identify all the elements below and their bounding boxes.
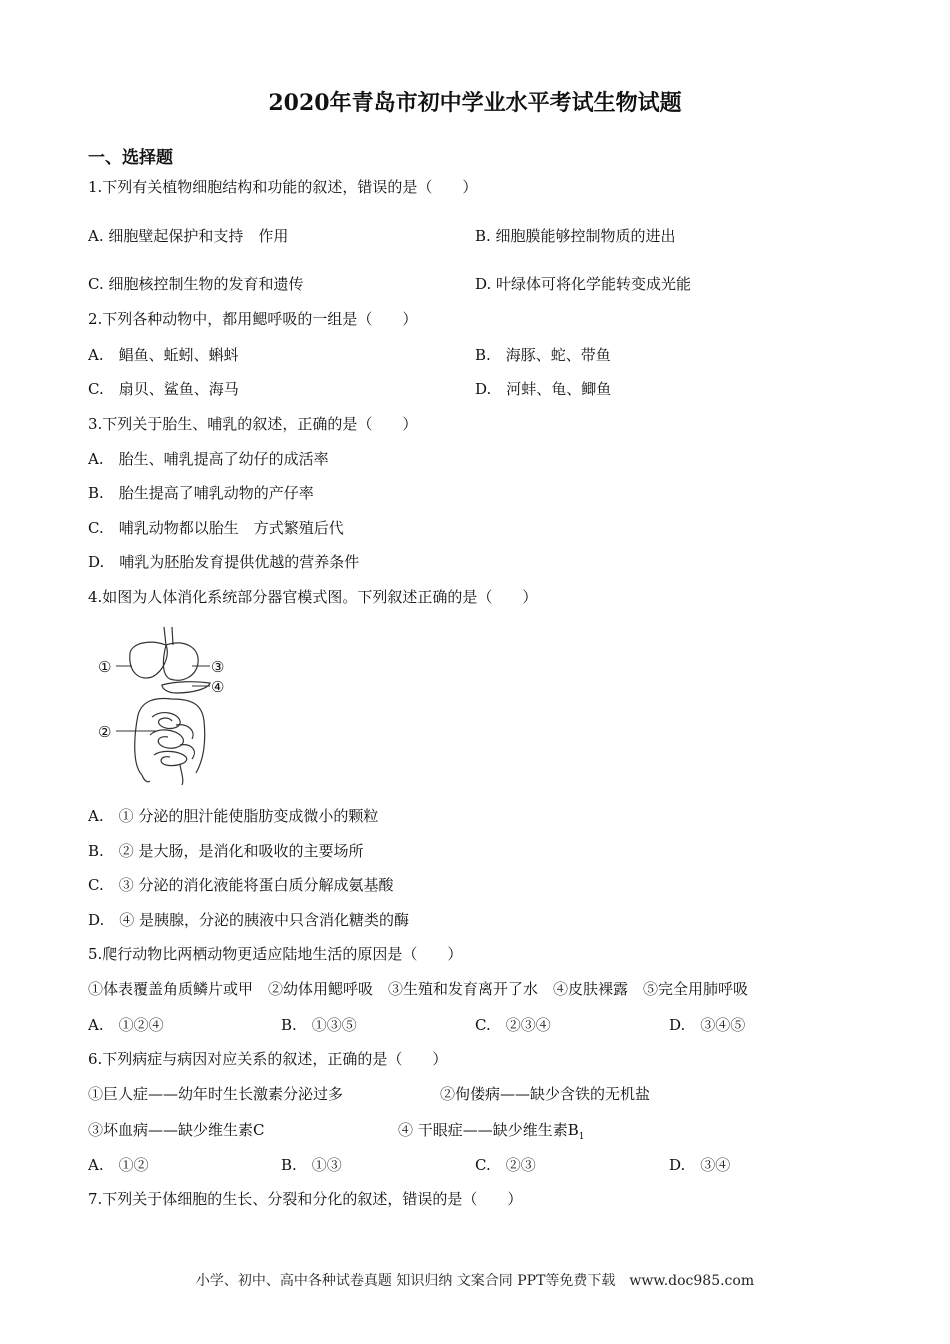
question-5-option-d: D. ③④⑤ bbox=[669, 1016, 746, 1034]
question-2-stem: 2.下列各种动物中，都用鳃呼吸的一组是（ ） bbox=[88, 310, 418, 328]
question-6-option-d: D. ③④ bbox=[669, 1156, 731, 1174]
question-4-option-d: D. ④ 是胰腺，分泌的胰液中只含消化糖类的酶 bbox=[88, 911, 410, 929]
question-4-stem: 4.如图为人体消化系统部分器官模式图。下列叙述正确的是（ ） bbox=[88, 588, 538, 606]
question-3-stem: 3.下列关于胎生、哺乳的叙述，正确的是（ ） bbox=[88, 415, 418, 433]
page-footer: 小学、初中、高中各种试卷真题 知识归纳 文案合同 PPT等免费下载 www.doc985.com bbox=[195, 1273, 755, 1289]
question-6-item-2: ②佝偻病——缺少含铁的无机盐 bbox=[440, 1085, 651, 1103]
page-title: 2020年青岛市初中学业水平考试生物试题 bbox=[268, 90, 682, 116]
question-4-option-c: C. ③ 分泌的消化液能将蛋白质分解成氨基酸 bbox=[88, 876, 394, 894]
question-6-item-3: ③坏血病——缺少维生素C bbox=[88, 1121, 265, 1139]
question-1-option-a: A. 细胞壁起保护和支持 作用 bbox=[88, 227, 289, 245]
question-2-option-c: C. 扇贝、鲨鱼、海马 bbox=[88, 380, 239, 398]
question-1-option-b: B. 细胞膜能够控制物质的进出 bbox=[475, 227, 676, 245]
question-2-option-a: A. 鲳鱼、蚯蚓、蝌蚪 bbox=[88, 346, 239, 364]
diagram-label-2: ② bbox=[98, 723, 112, 741]
question-5-option-b: B. ①③⑤ bbox=[281, 1016, 357, 1034]
question-5-option-c: C. ②③④ bbox=[475, 1016, 551, 1034]
question-3-option-a: A. 胎生、哺乳提高了幼仔的成活率 bbox=[88, 450, 329, 468]
question-1-option-c: C. 细胞核控制生物的发育和遗传 bbox=[88, 275, 304, 293]
diagram-label-3: ③ bbox=[211, 658, 225, 676]
question-6-stem: 6.下列病症与病因对应关系的叙述，正确的是（ ） bbox=[88, 1050, 448, 1068]
question-5-items: ①体表覆盖角质鳞片或甲 ②幼体用鳃呼吸 ③生殖和发育离开了水 ④皮肤裸露 ⑤完全用肺呼吸 bbox=[88, 980, 749, 998]
question-5-option-a: A. ①②④ bbox=[88, 1016, 164, 1034]
question-3-option-c: C. 哺乳动物都以胎生 方式繁殖后代 bbox=[88, 519, 344, 537]
section-heading: 一、选择题 bbox=[88, 148, 173, 168]
question-1-option-d: D. 叶绿体可将化学能转变成光能 bbox=[475, 275, 692, 293]
question-6-item-4: ④ 干眼症——缺少维生素$B_1$ bbox=[398, 1121, 585, 1142]
question-2-option-d: D. 河蚌、龟、鲫鱼 bbox=[475, 380, 612, 398]
question-2-option-b: B. 海豚、蛇、带鱼 bbox=[475, 346, 611, 364]
question-1-stem: 1.下列有关植物细胞结构和功能的叙述，错误的是（ ） bbox=[88, 178, 478, 196]
question-7-stem: 7.下列关于体细胞的生长、分裂和分化的叙述，错误的是（ ） bbox=[88, 1190, 523, 1208]
question-3-option-b: B. 胎生提高了哺乳动物的产仔率 bbox=[88, 484, 314, 502]
diagram-label-1: ① bbox=[98, 658, 112, 676]
question-6-item-1: ①巨人症——幼年时生长激素分泌过多 bbox=[88, 1085, 344, 1103]
question-4-option-b: B. ② 是大肠，是消化和吸收的主要场所 bbox=[88, 842, 364, 860]
question-6-option-a: A. ①② bbox=[88, 1156, 149, 1174]
question-6-option-c: C. ②③ bbox=[475, 1156, 536, 1174]
digestive-system-diagram bbox=[92, 625, 237, 785]
question-5-stem: 5.爬行动物比两栖动物更适应陆地生活的原因是（ ） bbox=[88, 945, 463, 963]
question-4-option-a: A. ① 分泌的胆汁能使脂肪变成微小的颗粒 bbox=[88, 807, 379, 825]
question-3-option-d: D. 哺乳为胚胎发育提供优越的营养条件 bbox=[88, 553, 360, 571]
question-6-option-b: B. ①③ bbox=[281, 1156, 342, 1174]
diagram-label-4: ④ bbox=[211, 678, 225, 696]
